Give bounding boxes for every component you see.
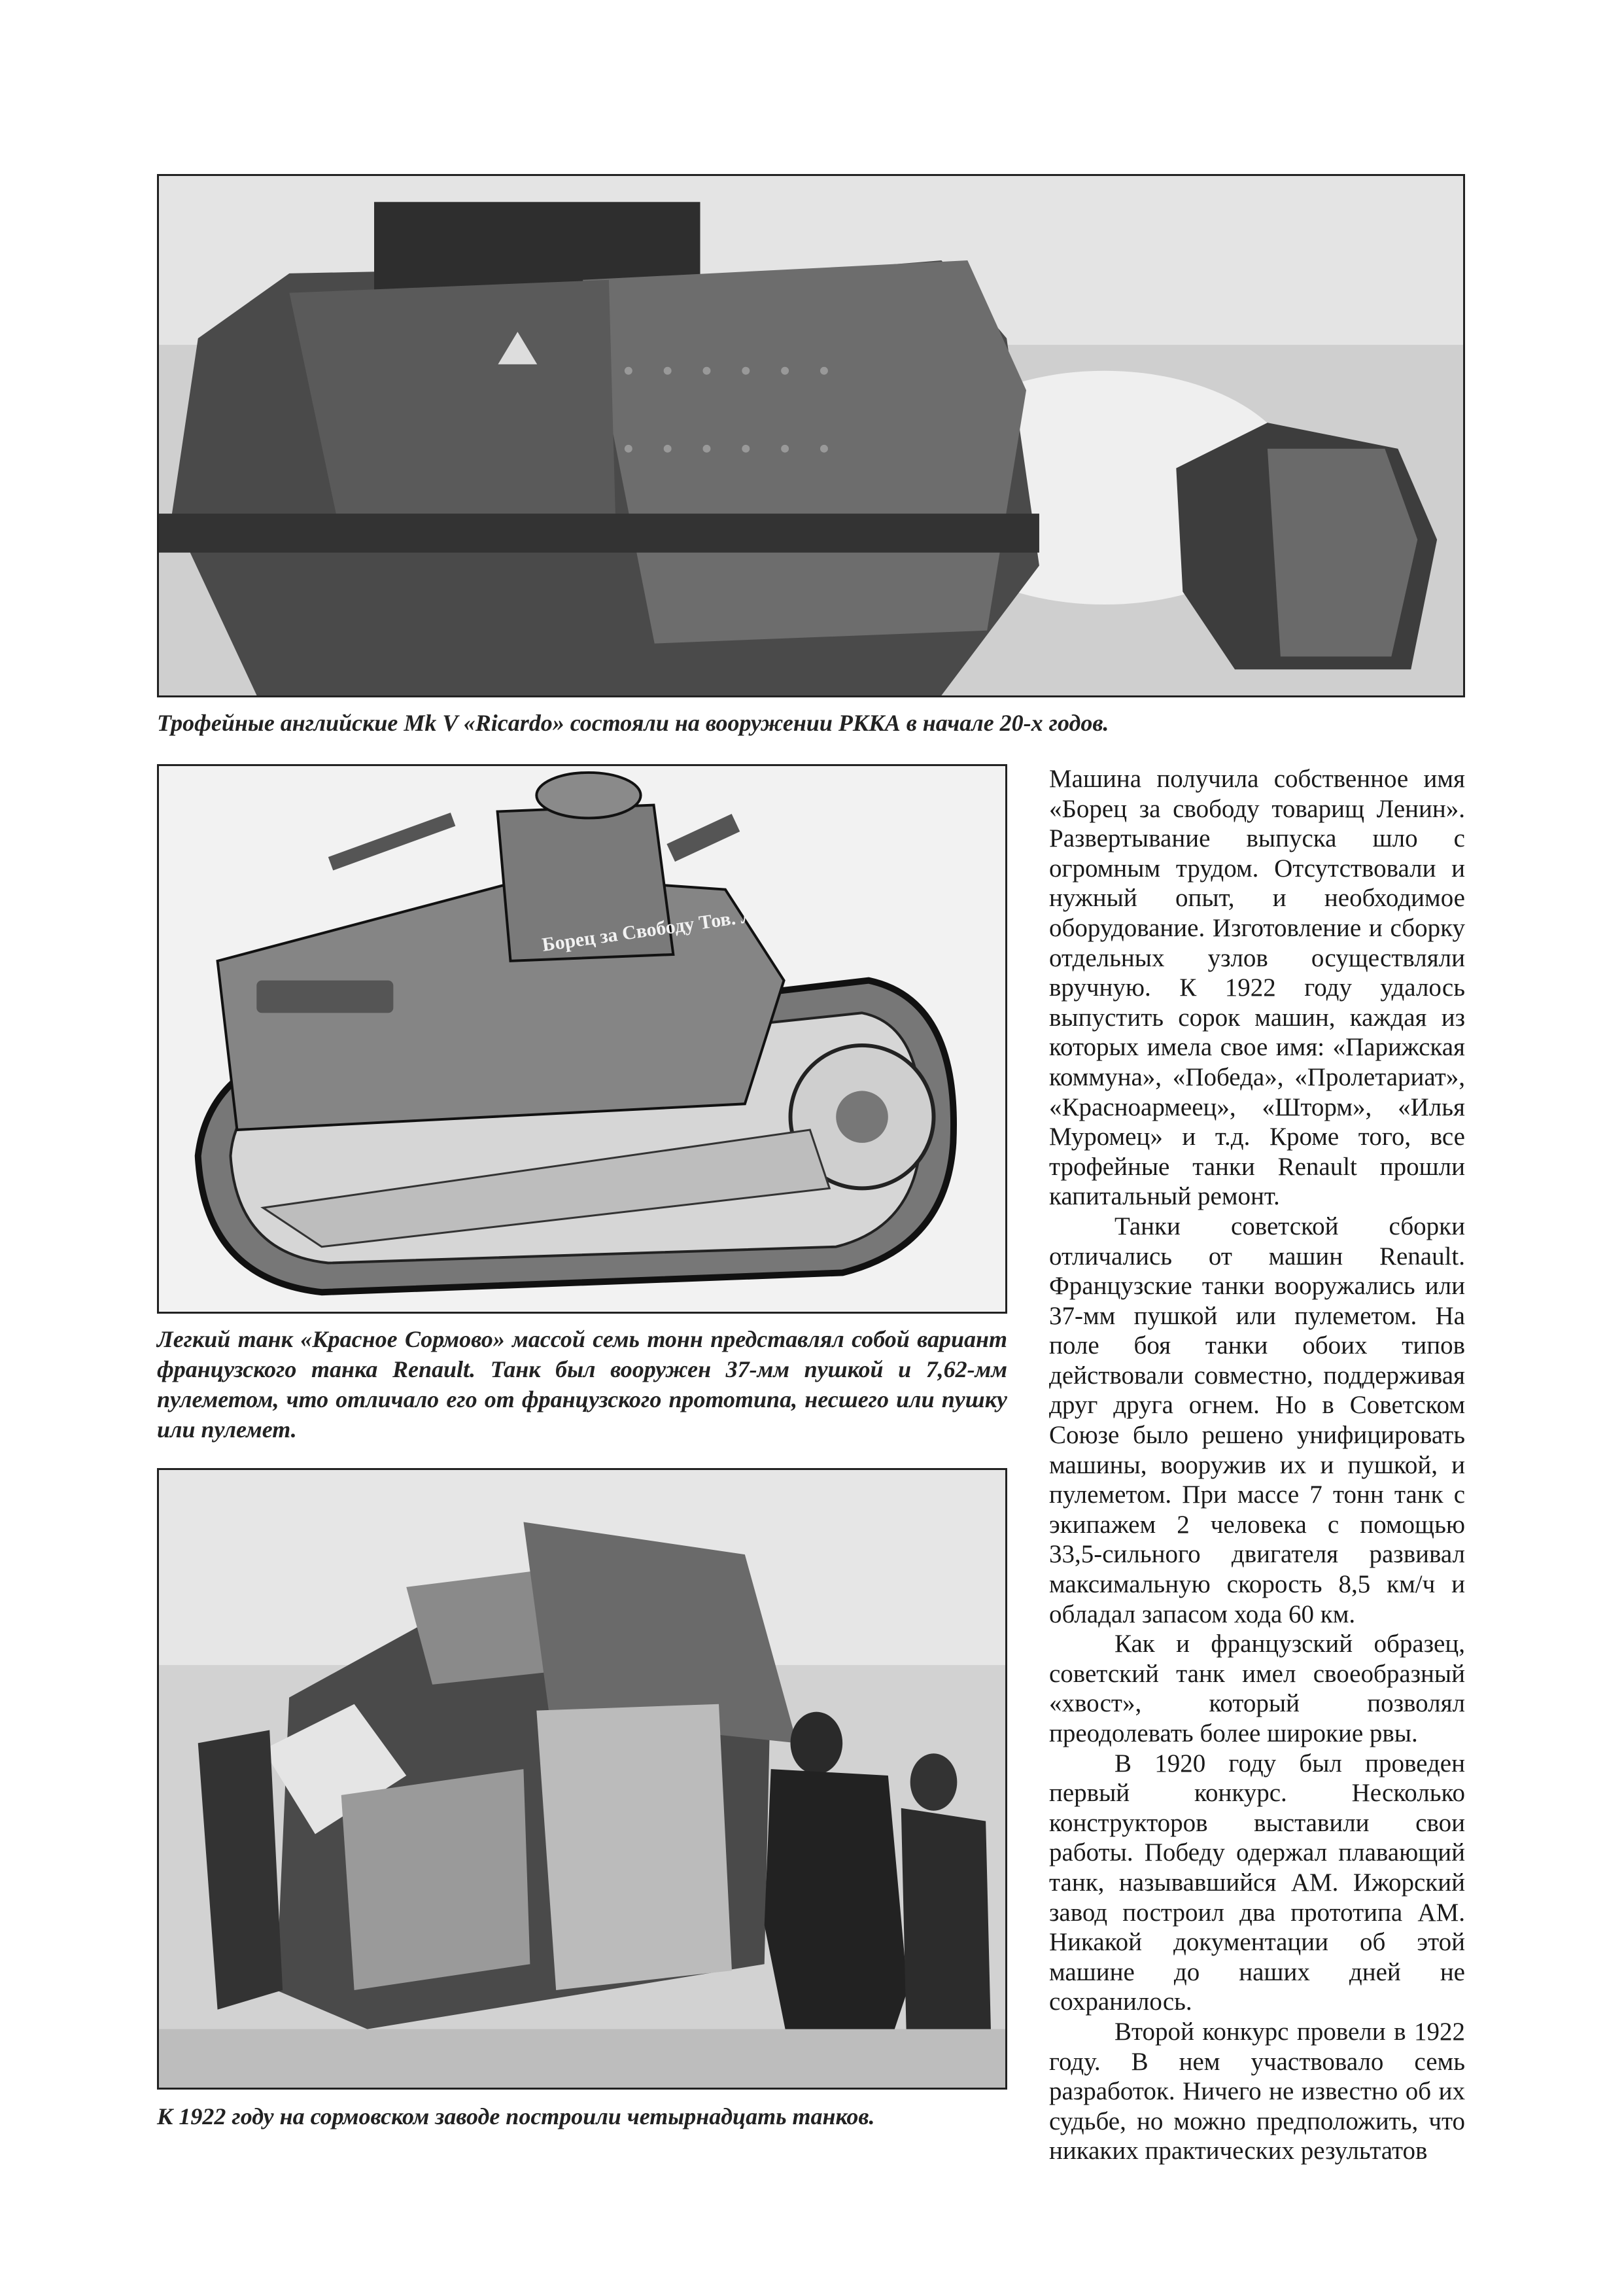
paragraph: В 1920 году был проведен первый конкурс. Несколько конструкторов выставили свои работы. Победу одержал плавающий танк, называвшийся АМ. Ижорский завод построил два прототипа АМ. Никакой документации об этой машине до наших дней не сохранилось.	[1049, 1749, 1465, 2016]
photo-sormovo-factory-tank	[157, 1468, 1007, 2090]
article-body-column	[1049, 764, 1465, 2166]
caption-top-photo: Трофейные английские Mk V «Ricardo» состояли на вооружении РККА в начале 20-х годов.	[157, 710, 1109, 736]
paragraph: Танки советской сборки отличались от машин Renault. Французские танки вооружались или 37-мм пушкой или пулеметом. На поле боя танки обоих типов действовали совместно, поддерживая друг друга огнем. Но в Советском Союзе было решено унифицировать машины, вооружив их и пушкой, и пулеметом. При массе 7 тонн танк с экипажем 2 человека с помощью 33,5-сильного двигателя развивал максимальную скорость 8,5 км/ч и обладал запасом хода 60 км.	[1049, 1212, 1465, 1628]
photo-krasnoe-sormovo-drawing	[157, 764, 1007, 1314]
caption-bottom-photo: К 1922 году на сормовском заводе построили четырнадцать танков.	[157, 2103, 875, 2129]
paragraph: Машина получила собственное имя «Борец за свободу товарищ Ленин». Развертывание выпуска шло с огромным трудом. Отсутствовали и нужный опыт, и необходимое оборудование. Изготовление и сборку отдельных узлов осуществляли вручную. К 1922 году удалось выпустить сорок машин, каждая из которых имела свое имя: «Парижская коммуна», «Победа», «Пролетариат», «Красноармеец», «Шторм», «Илья Муромец» и т.д. Кроме того, все трофейные танки Renault прошли капитальный ремонт.	[1049, 765, 1465, 1211]
caption-middle-photo: Легкий танк «Красное Сормово» массой семь тонн представлял собой вариант французского танка Renault. Танк был вооружен 37-мм пушкой и 7,62-мм пулеметом, что отличало его от французского прототипа, несшего или пушку или пулемет.	[157, 1326, 1007, 1443]
paragraph: Второй конкурс провели в 1922 году. В нем участвовало семь разработок. Ничего не известно об их судьбе, но можно предположить, что никаких практических результатов	[1049, 2017, 1465, 2165]
krasnoe-sormovo-illustration	[159, 766, 1005, 1312]
factory-tank-illustration	[159, 1470, 1005, 2088]
paragraph: Как и французский образец, советский танк имел своеобразный «хвост», который позволял преодолевать более широкие рвы.	[1049, 1630, 1465, 1747]
mk-v-tanks-illustration	[159, 176, 1463, 695]
hull-inscription: Борец за Свободу Тов. Ленин	[540, 898, 799, 956]
photo-mk-v-tanks	[157, 174, 1465, 697]
